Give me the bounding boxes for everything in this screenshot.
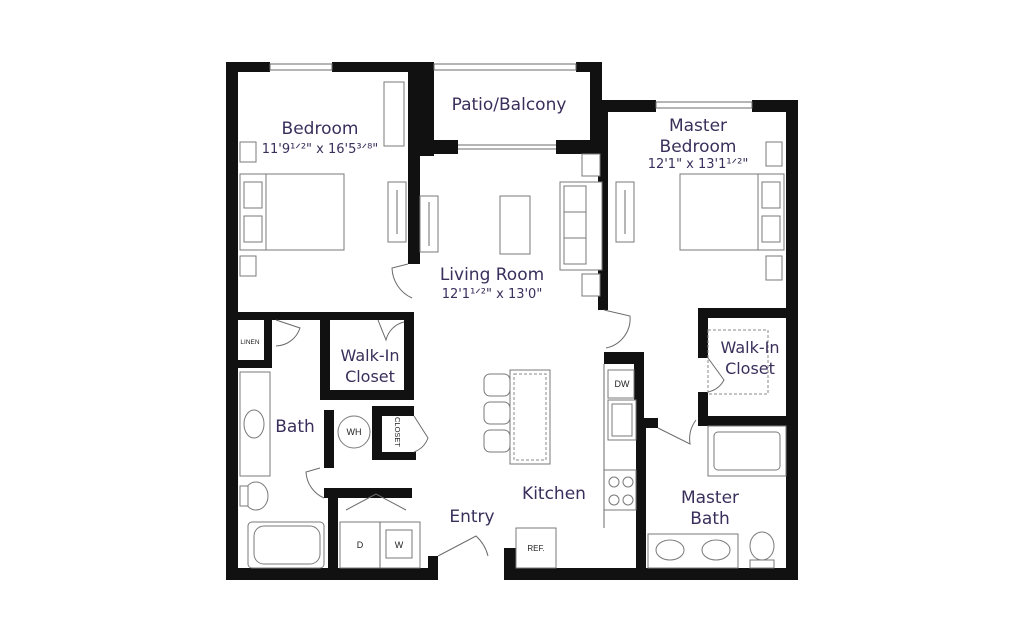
living-room-label: Living Room [439, 265, 545, 285]
master-bedroom-label-1: Master [668, 116, 728, 136]
dryer-label: D [356, 540, 364, 550]
master-bath-label-2: Bath [690, 509, 730, 529]
living-room-dims: 12'1¹ᐟ²" x 13'0" [441, 287, 543, 302]
water-heater-label: WH [346, 427, 362, 437]
dishwasher-label: DW [614, 379, 630, 389]
kitchen-fixtures [484, 364, 636, 568]
washer-label: W [394, 540, 404, 550]
bath-label: Bath [275, 417, 315, 437]
patio-label: Patio/Balcony [451, 95, 567, 115]
fixture-labels [240, 339, 630, 553]
bedroom-label: Bedroom [281, 119, 359, 139]
kitchen-label: Kitchen [522, 484, 586, 504]
walkin-closet-left-label-2: Closet [345, 367, 395, 386]
closet-label: CLOSET [393, 416, 402, 448]
entry-label: Entry [449, 507, 495, 527]
refrigerator-label: REF. [527, 544, 545, 553]
master-bedroom-label-2: Bedroom [659, 137, 737, 157]
walkin-closet-left-label-1: Walk-In [340, 346, 400, 365]
master-bath-label-1: Master [680, 488, 740, 508]
master-bedroom-dims: 12'1" x 13'1¹ᐟ²" [647, 157, 749, 172]
linen-label: LINEN [240, 339, 260, 346]
walkin-closet-right-label-2: Closet [725, 359, 775, 378]
walkin-closet-right-label-1: Walk-In [720, 338, 780, 357]
bedroom-dims: 11'9¹ᐟ²" x 16'5³ᐟ⁸" [261, 142, 379, 157]
